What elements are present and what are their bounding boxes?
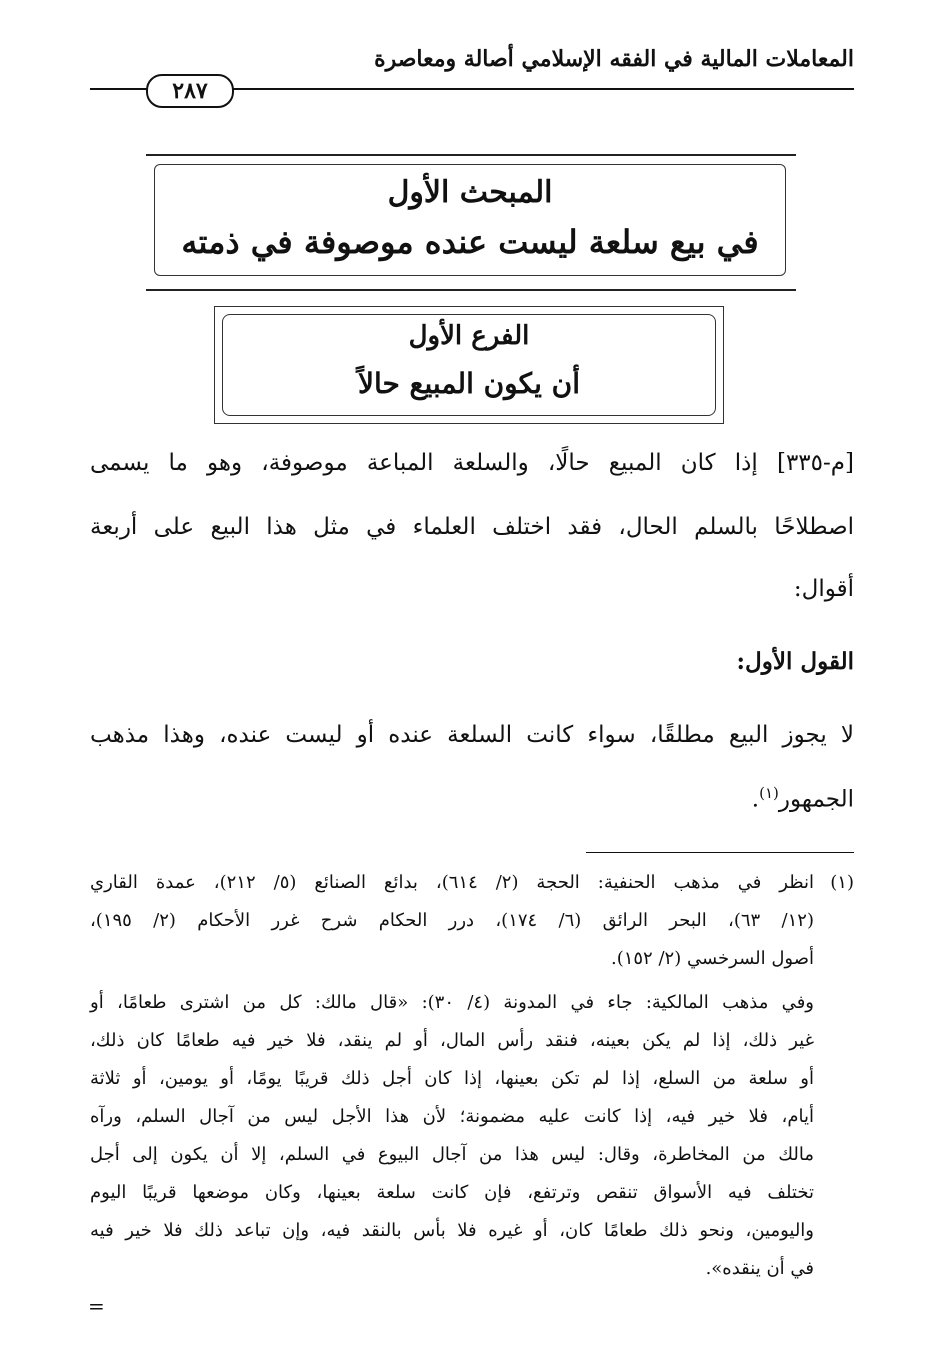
paragraph-period: .	[751, 786, 760, 813]
subsection-heading-box	[222, 314, 716, 416]
continuation-mark: =	[88, 1294, 105, 1318]
footnote-line: وفي مذهب المالكية: جاء في المدونة (٤/ ٣٠): «قال مالك: كل من اشترى طعامًا، أو	[90, 992, 814, 1013]
footnote-line: مالك من المخاطرة، وقال: ليس هذا من آجال البيوع في السلم، إلا أن يكون إلى أجل	[90, 1144, 814, 1165]
page-number-badge	[146, 74, 234, 108]
section-rule-bottom	[146, 289, 796, 291]
footnote-line: انظر في مذهب الحنفية: الحجة (٢/ ٦١٤)، بدائع الصنائع (٥/ ٢١٢)، عمدة القاري	[90, 872, 814, 893]
footnote-separator	[586, 852, 854, 853]
paragraph-text: الجمهور	[778, 786, 854, 813]
paragraph-line: اصطلاحًا بالسلم الحال، فقد اختلف العلماء في مثل هذا البيع على أربعة	[90, 514, 854, 540]
subsection-title: الفرع الأول	[408, 321, 530, 351]
paragraph-line: لا يجوز البيع مطلقًا، سواء كانت السلعة عنده أو ليست عنده، وهذا مذهب	[90, 722, 854, 748]
footnote-line: في أن ينقده».	[705, 1258, 814, 1279]
footnote-number: (١)	[830, 872, 854, 893]
subsection-subtitle: أن يكون المبيع حالاً	[358, 367, 580, 400]
section-subtitle: في بيع سلعة ليست عنده موصوفة في ذمته	[181, 223, 759, 261]
running-head-title: المعاملات المالية في الفقه الإسلامي أصالة ومعاصرة	[374, 46, 854, 72]
footnote-line: تختلف فيه الأسواق تنقص وترتفع، فإن كانت سلعة بعينها، وكان موضعها قريبًا اليوم	[90, 1182, 814, 1203]
paragraph-line: [م-٣٣٥] إذا كان المبيع حالًا، والسلعة المباعة موصوفة، وهو ما يسمى	[90, 450, 854, 476]
footnote-line: أو سلعة من السلع، إذا لم تكن بعينها، إذا كان أجل ذلك قريبًا يومًا، أو يومين، أو ثلاثة	[90, 1068, 814, 1089]
section-heading-box	[154, 164, 786, 276]
footnote-reference[interactable]: (١)	[759, 784, 779, 802]
page-number: ٢٨٧	[172, 78, 208, 104]
paragraph-line: أقوال:	[793, 576, 854, 602]
section-rule-top	[146, 154, 796, 156]
footnote-line: غير ذلك، إذا لم يكن بعينه، فنقد رأس المال، أو لم ينقد، فلا خير فيه طعامًا كان ذلك،	[90, 1030, 814, 1051]
paragraph-line	[752, 784, 854, 813]
footnote-line: أصول السرخسي (٢/ ١٥٢).	[610, 948, 814, 969]
section-title: المبحث الأول	[387, 175, 553, 210]
opinion-heading: القول الأول:	[736, 648, 854, 675]
footnote-line: أيام، فلا خير فيه، إذا كانت عليه مضمونة؛ لأن هذا الأجل ليس من آجال السلم، ورآه	[90, 1106, 814, 1127]
footnote-line: (١٢/ ٦٣)، البحر الرائق (٦/ ١٧٤)، درر الحكام شرح غرر الأحكام (٢/ ١٩٥)،	[90, 910, 814, 931]
footnote-line: واليومين، ونحو ذلك طعامًا كان، أو غيره فلا بأس بالنقد فيه، وإن تباعد ذلك فلا خير فيه	[90, 1220, 814, 1241]
